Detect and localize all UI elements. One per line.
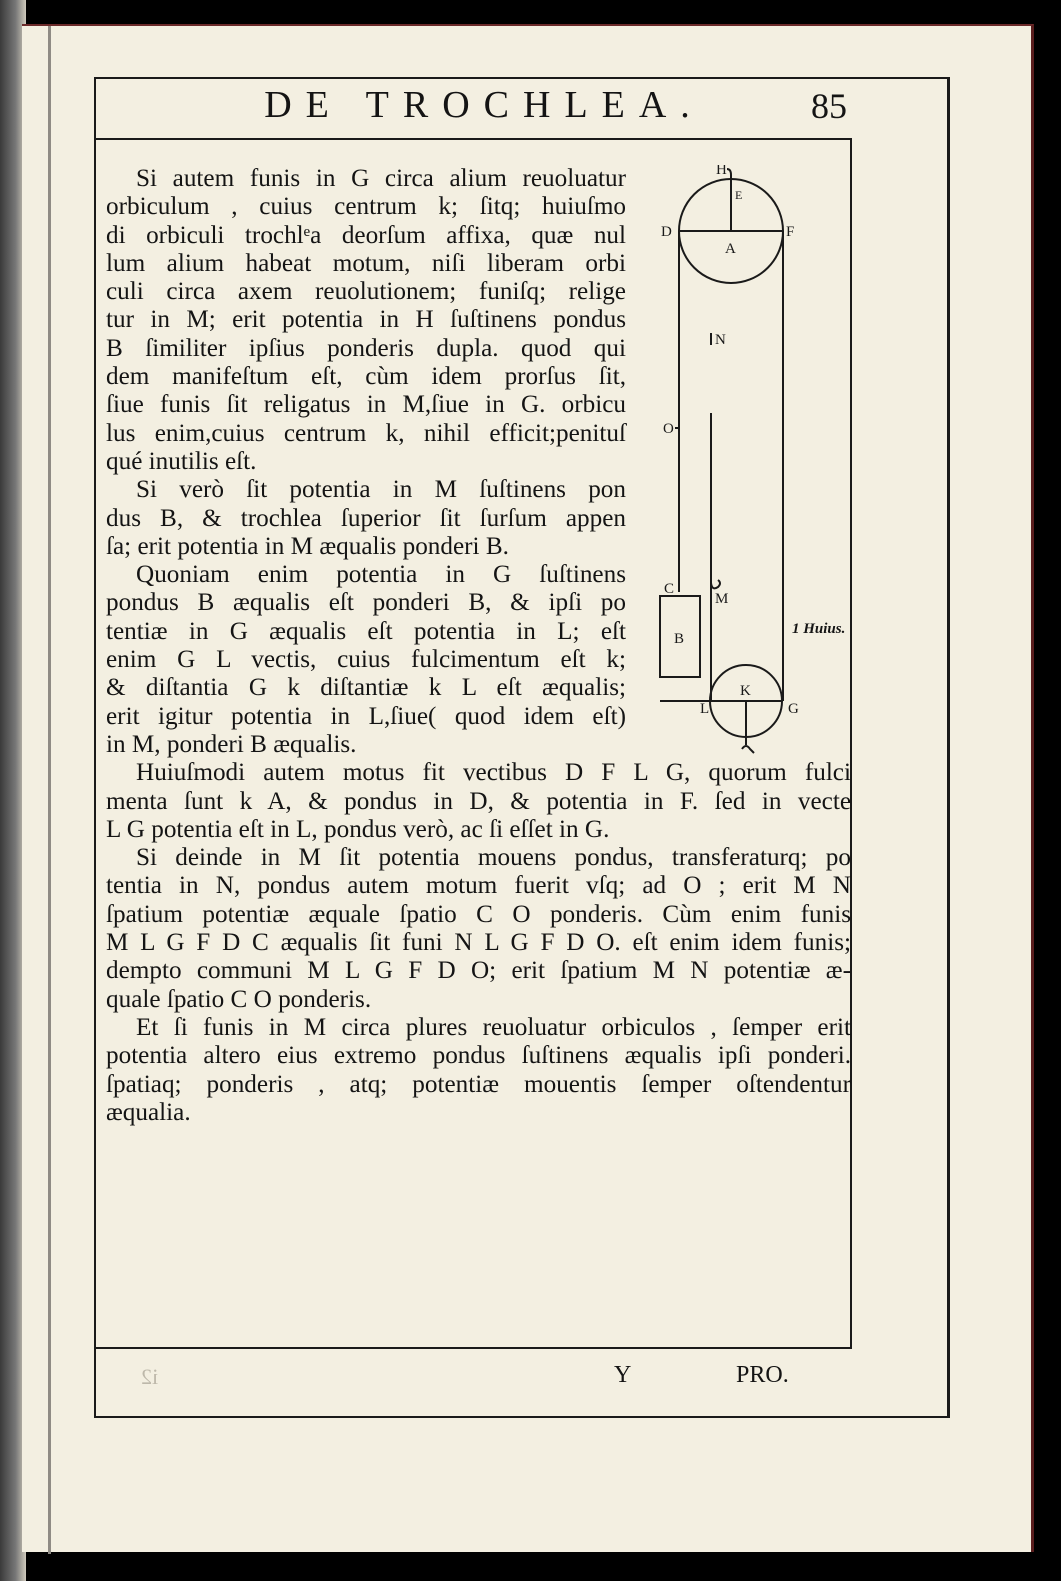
label-H: H xyxy=(716,165,727,178)
text-line: ſpatium potentiæ æquale ſpatio C O ponderis. Cùm enim funis xyxy=(106,900,851,928)
hook-M xyxy=(711,580,720,588)
label-K: K xyxy=(740,683,751,699)
text-line: pondus B æqualis eſt ponderi B, & ipſi po xyxy=(106,589,626,617)
running-head xyxy=(96,83,852,127)
text-line: di orbiculi trochlᵉa deorſum affixa, quæ nul xyxy=(106,221,626,249)
text-line: ſiue funis ſit religatus in M,ſiue in G. orbicu xyxy=(106,391,626,419)
label-A: A xyxy=(725,241,736,257)
text-line: Et ſi funis in M circa plures reuoluatur orbiculos , ſemper erit xyxy=(136,1013,851,1041)
bleed-through-text: i2 xyxy=(141,1364,159,1389)
text-line: Huiuſmodi autem motus fit vectibus D F L G, quorum fulci xyxy=(136,759,851,787)
label-C: C xyxy=(664,581,675,597)
gutter-line xyxy=(48,26,51,1554)
text-line: Si verò ſit potentia in M ſuſtinens pon xyxy=(136,476,626,504)
text-line: orbiculum , cuius centrum k; ſitq; huiuſmo xyxy=(106,193,626,221)
header-rule xyxy=(96,138,851,140)
page-number: 85 xyxy=(811,86,847,126)
text-line: B ſimiliter ipſius ponderis dupla. quod qui xyxy=(106,334,626,362)
text-line: ſa; erit potentia in M æqualis ponderi B. xyxy=(106,532,509,560)
margin-note: 1 Huius. xyxy=(792,621,846,637)
label-B: B xyxy=(674,631,685,647)
text-line: dempto communi M L G F D O; erit ſpatium M N potentiæ æ- xyxy=(106,957,851,985)
label-F: F xyxy=(786,224,795,240)
text-line: tentiæ in G æqualis eſt potentia in L; eſt xyxy=(106,617,626,645)
text-line: lum alium habeat motum, niſi liberam orbi xyxy=(106,249,626,277)
text-line: quale ſpatio C O ponderis. xyxy=(106,985,372,1013)
pulley-diagram xyxy=(656,165,856,825)
label-M: M xyxy=(715,591,729,607)
hook-H xyxy=(727,169,731,179)
text-line: dem manifeſtum eſt, cùm idem prorſus ſit, xyxy=(106,363,626,391)
text-line: Si autem funis in G circa alium reuoluatur xyxy=(136,165,626,192)
label-G: G xyxy=(788,701,799,717)
text-line: Si deinde in M ſit potentia mouens pondus, transferaturq; po xyxy=(136,844,851,872)
page-frame xyxy=(94,77,950,1418)
text-line: & diſtantia G k diſtantiæ k L eſt æqualis; xyxy=(106,674,626,702)
text-line: dus B, & trochlea ſuperior ſit ſurſum appen xyxy=(106,504,626,532)
text-line: æqualia. xyxy=(106,1098,191,1126)
text-line: in M, ponderi B æqualis. xyxy=(106,730,357,758)
signature-mark: Y xyxy=(614,1362,632,1388)
label-D: D xyxy=(661,224,672,240)
text-line: M L G F D C æqualis ſit funi N L G F D O. eſt enim idem funis; xyxy=(106,929,851,957)
footer-rule xyxy=(96,1347,852,1349)
label-L: L xyxy=(700,701,710,717)
text-line: lus enim,cuius centrum k, nihil efficit;penituſ xyxy=(106,419,626,447)
text-line: enim G L vectis, cuius fulcimentum eſt k; xyxy=(106,646,626,674)
text-line: culi circa axem reuolutionem; funiſq; relige xyxy=(106,278,626,306)
text-line: Quoniam enim potentia in G ſuſtinens xyxy=(136,561,626,589)
text-line: ſpatiaq; ponderis , atq; potentiæ mouentis ſemper oſtendentur xyxy=(106,1070,851,1098)
label-O: O xyxy=(663,421,674,437)
text-line: menta ſunt k A, & pondus in D, & potentia in F. ſed in vecte xyxy=(106,787,851,815)
text-line: L G potentia eſt in L, pondus verò, ac ſi eſſet in G. xyxy=(106,815,610,843)
hook-lower xyxy=(742,746,754,753)
label-E: E xyxy=(735,188,743,202)
text-line: erit igitur potentia in L,ſiue( quod idem eſt) xyxy=(106,702,626,730)
book-page xyxy=(22,24,1034,1552)
catchword: PRO. xyxy=(736,1362,789,1388)
running-title: DE TROCHLEA. xyxy=(264,84,704,126)
label-N: N xyxy=(715,332,726,348)
text-line: tentia in N, pondus autem motum fuerit vſq; ad O ; erit M N xyxy=(106,872,851,900)
text-line: potentia altero eius extremo pondus ſuſtinens æqualis ipſi ponderi. xyxy=(106,1042,851,1070)
text-line: tur in M; erit potentia in H ſuſtinens pondus xyxy=(106,306,626,334)
text-line: qué inutilis eſt. xyxy=(106,447,257,475)
